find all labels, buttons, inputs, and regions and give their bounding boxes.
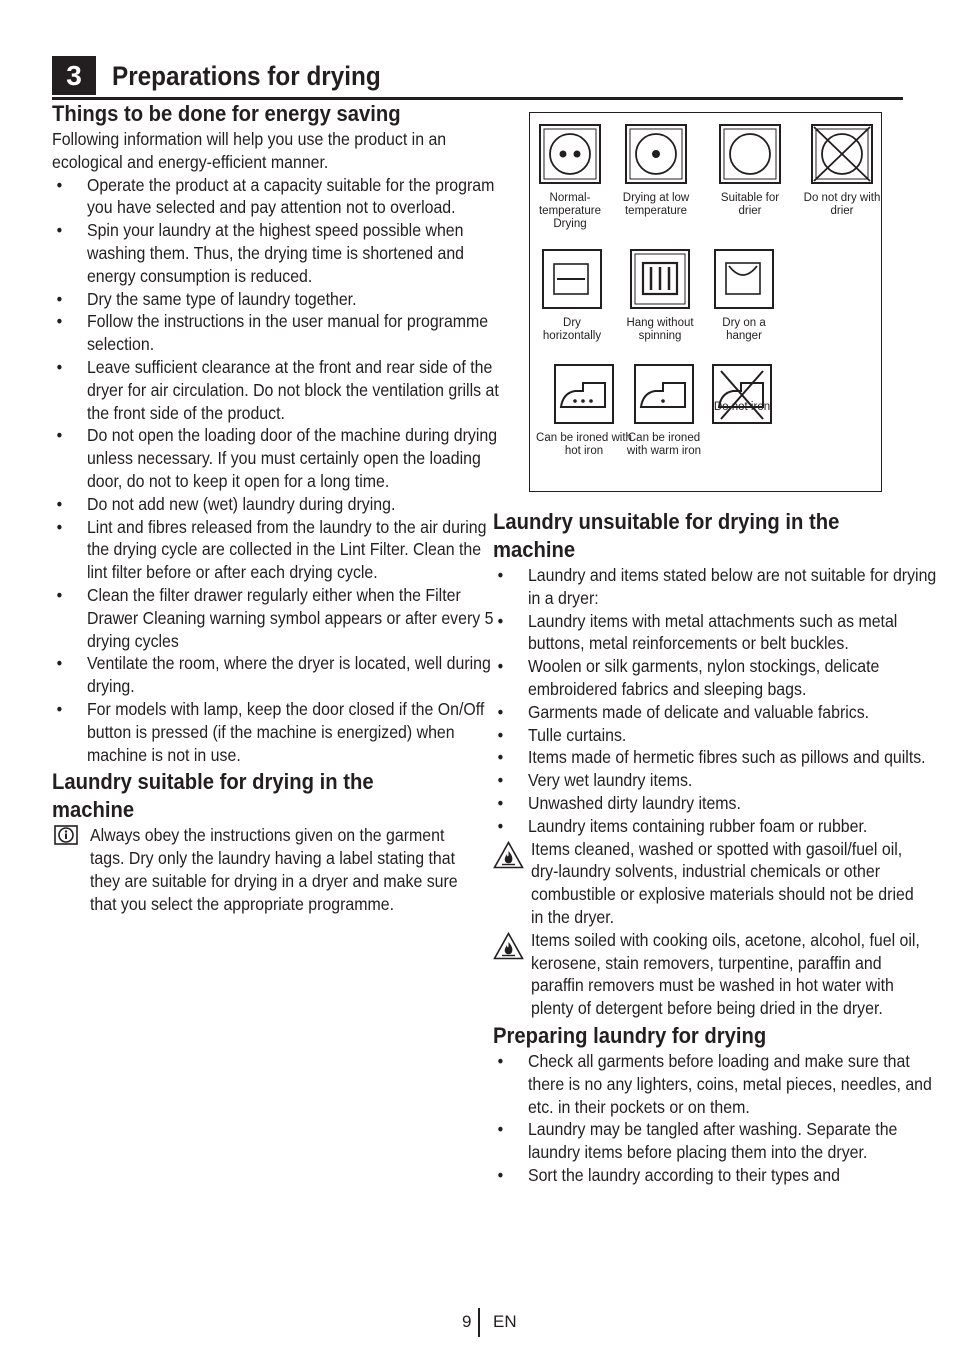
list-item: • Operate the product at a capacity suitable for the program you have selected and pay attention not to overload. (56, 174, 495, 218)
hang-without-spinning-icon (629, 248, 691, 310)
list-item: • Woolen or silk garments, nylon stockings, delicate embroidered fabrics and sleeping bags. (497, 656, 880, 699)
dry-horizontally-icon (541, 248, 603, 310)
care-symbols-panel (529, 112, 882, 492)
unsuitable-list (493, 564, 937, 838)
dry-on-hanger-icon (713, 248, 775, 310)
symbol-normal-temp: Normal-temperature Drying (532, 123, 608, 231)
do-not-dry-icon (810, 123, 874, 185)
list-item: • Very wet laundry items. (497, 770, 693, 791)
fire-warning-icon (493, 841, 524, 869)
list-item: • Laundry and items stated below are not suitable for drying in a dryer: (497, 565, 937, 608)
list-item: • Ventilate the room, where the dryer is located, well during drying. (56, 653, 491, 697)
list-item: • Tulle curtains. (497, 724, 627, 745)
preparing-list (493, 1050, 932, 1187)
info-icon (54, 825, 78, 845)
list-item: • Do not open the loading door of the machine during drying unless necessary. If you must certainly open the loading door, do not to keep it open for a long time. (56, 425, 498, 491)
preparing-heading: Preparing laundry for drying (493, 1022, 767, 1048)
symbol-hot-iron: Can be ironed with hot iron (536, 363, 632, 458)
list-item: • Items made of hermetic fibres such as pillows and quilts. (497, 747, 926, 768)
list-item: • Leave sufficient clearance at the front and rear side of the dryer for air circulation. Do not block the ventilation grills at the front side of the product. (56, 356, 499, 423)
normal-temp-drying-icon (538, 123, 602, 185)
list-item: • Dry the same type of laundry together. (56, 288, 357, 309)
suitable-heading: Laundry suitable for drying in the machine (52, 769, 374, 823)
warm-iron-icon (633, 363, 695, 425)
list-item: • Clean the filter drawer regularly either when the Filter Drawer Cleaning warning symbol appears or after every 5 drying cycles (56, 584, 494, 651)
info-note-text: Always obey the instructions given on the garment tags. Dry only the laundry having a label stating that they are suitable for drying in a dryer and make sure that you select the appropriate programme. (90, 825, 458, 914)
symbol-do-not-dry: Do not dry with drier (802, 123, 882, 218)
unsuitable-heading: Laundry unsuitable for drying in the machine (493, 509, 840, 562)
symbol-dry-horizontally: Dry horizontally (534, 248, 610, 343)
list-item: • Follow the instructions in the user manual for programme selection. (56, 311, 489, 355)
footer-divider (478, 1308, 480, 1337)
fire-warning-1 (493, 838, 914, 929)
energy-list (52, 174, 499, 767)
list-item: • Unwashed dirty laundry items. (497, 792, 741, 813)
list-item: • Do not add new (wet) laundry during drying. (56, 493, 396, 514)
section-number: 3 (52, 56, 96, 95)
list-item: • Check all garments before loading and make sure that there is no any lighters, coins, metal pieces, needles, and etc. in their pockets or on them. (497, 1050, 932, 1117)
symbol-low-temp: Drying at low temperature (616, 123, 696, 218)
fire-warning-text: Items soiled with cooking oils, acetone, alcohol, fuel oil, kerosene, stain removers, turpentine, paraffin and paraffin removers must be washed in hot water with plenty of detergent before being dried in the dryer. (531, 929, 920, 1019)
list-item: • Laundry items containing rubber foam or rubber. (497, 815, 868, 836)
list-item: • Sort the laundry according to their types and (497, 1164, 840, 1185)
low-temp-drying-icon (624, 123, 688, 185)
list-item: • Garments made of delicate and valuable fabrics. (497, 701, 870, 722)
symbol-warm-iron: Can be ironed with warm iron (624, 363, 704, 458)
hot-iron-icon (553, 363, 615, 425)
info-note (52, 824, 470, 915)
energy-intro: Following information will help you use the product in an ecological and energy-efficient manner. (52, 129, 447, 172)
suitable-for-drier-icon (718, 123, 782, 185)
list-item: • Spin your laundry at the highest speed possible when washing them. Thus, the drying time is shortened and energy consumption is reduced. (56, 220, 465, 286)
do-not-iron-icon (711, 363, 773, 425)
fire-warning-2 (493, 929, 920, 1020)
section-title: Preparations for drying (112, 61, 381, 91)
symbol-do-not-iron: Do not iron (704, 363, 780, 414)
list-item: • Lint and fibres released from the laundry to the air during the drying cycle are collected in the Lint Filter. Clean the lint filter before or after each drying cycle. (56, 516, 487, 583)
list-item: • Laundry items with metal attachments such as metal buttons, metal reinforcements or belt buckles. (497, 610, 898, 654)
symbol-suitable-drier: Suitable for drier (710, 123, 790, 218)
symbol-hang-without-spinning: Hang without spinning (620, 248, 700, 343)
section-header (52, 55, 903, 100)
list-item: • Laundry may be tangled after washing. Separate the laundry items before placing them into the dryer. (497, 1119, 898, 1163)
symbol-dry-on-hanger: Dry on a hanger (706, 248, 782, 343)
energy-heading: Things to be done for energy saving (52, 101, 401, 126)
page-number: 9 (462, 1312, 472, 1331)
language-code: EN (493, 1312, 517, 1331)
list-item: • For models with lamp, keep the door closed if the On/Off button is pressed (if the machine is energized) when machine is not in use. (56, 698, 485, 765)
right-column (493, 508, 937, 1187)
left-column (52, 100, 499, 916)
fire-warning-text: Items cleaned, washed or spotted with gasoil/fuel oil, dry-laundry solvents, industrial chemicals or other combustible or explosive materials should not be dried in the dryer. (531, 838, 914, 927)
fire-warning-icon (493, 932, 524, 960)
